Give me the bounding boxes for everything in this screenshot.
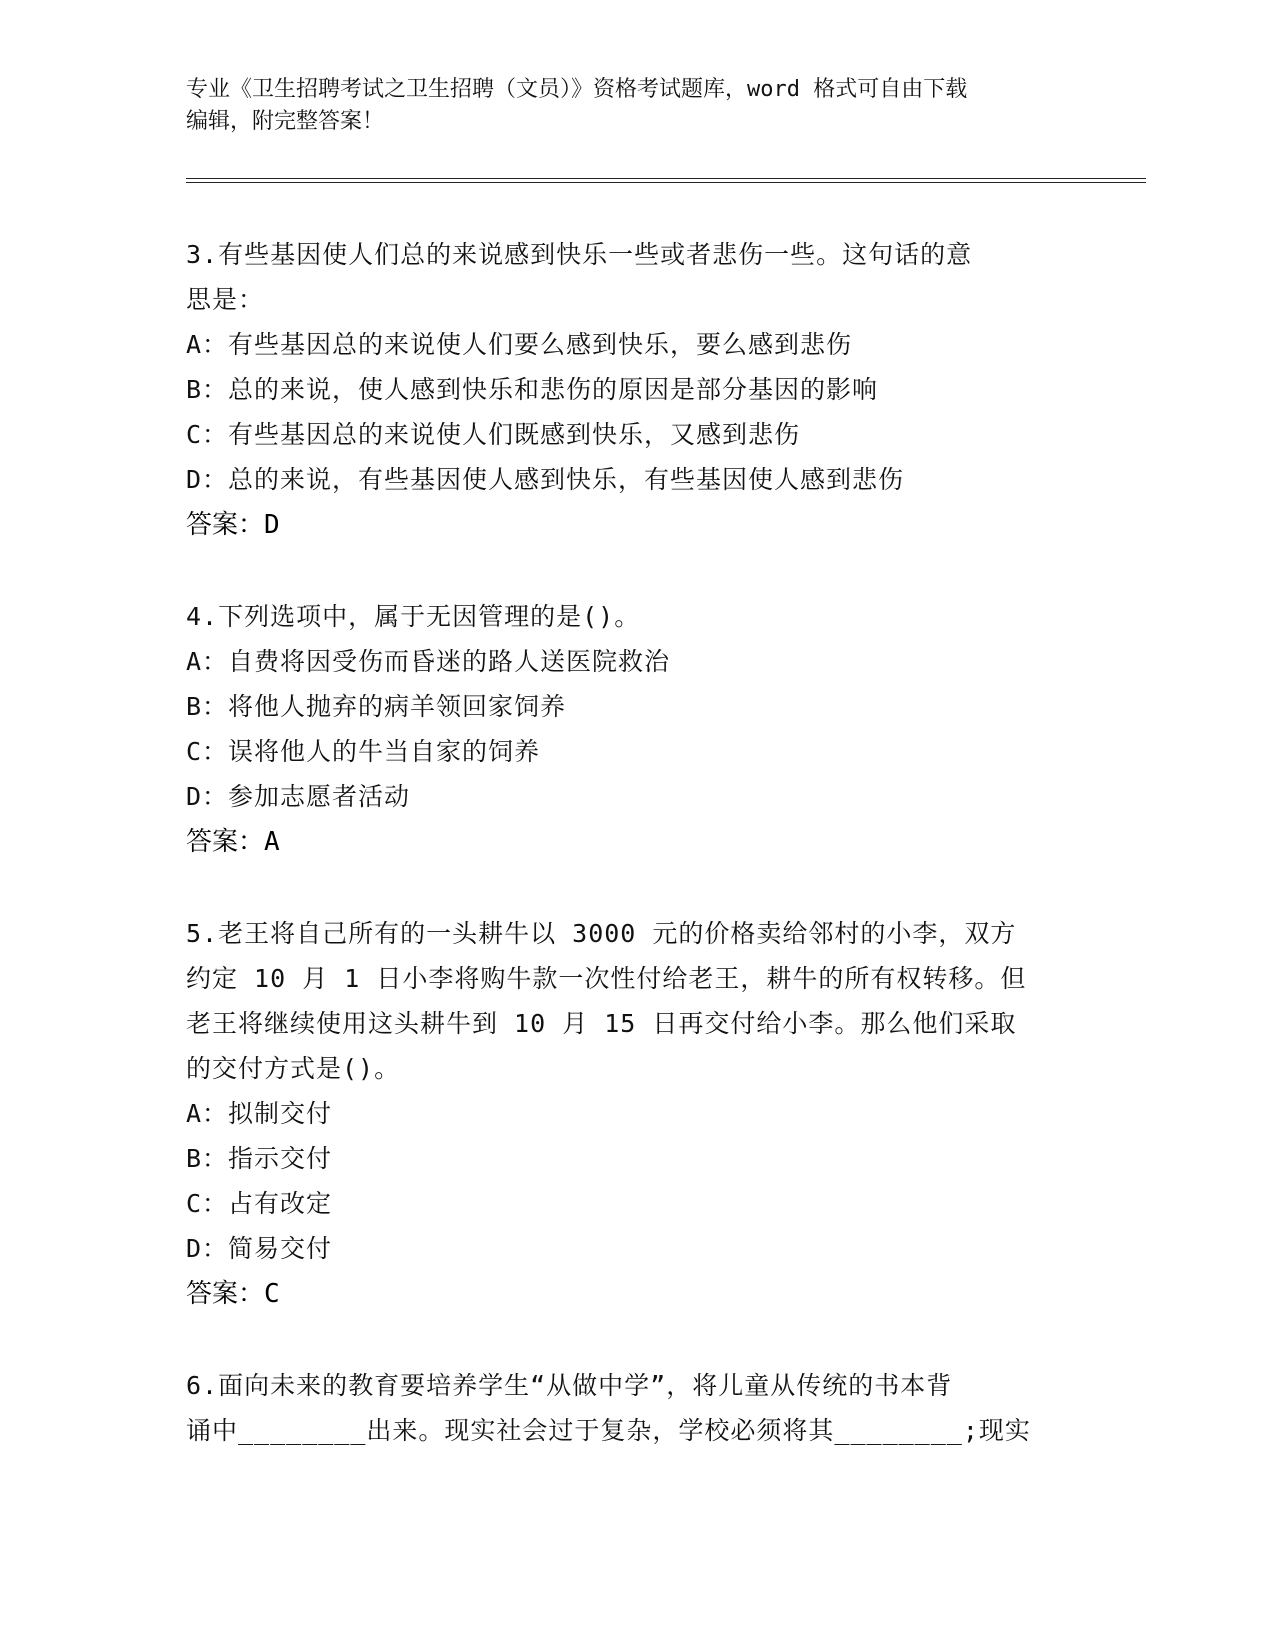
answer-line	[186, 502, 1066, 548]
question-stem-line: 诵中________出来。现实社会过于复杂，学校必须将其________;现实	[186, 1416, 1031, 1445]
answer-label: 答案：	[186, 510, 265, 540]
question-stem-line: 5.老王将自己所有的一头耕牛以 3000 元的价格卖给邻村的小李，双方	[186, 919, 1017, 948]
question-stem-line: 老王将继续使用这头耕牛到 10 月 15 日再交付给小李。那么他们采取	[186, 1009, 1017, 1038]
header-line-2: 编辑，附完整答案！	[186, 109, 385, 134]
question-stem-line: 3.有些基因使人们总的来说感到快乐一些或者悲伤一些。这句话的意	[186, 240, 973, 269]
answer-label: 答案：	[186, 1279, 265, 1309]
question-stem-line: 4.下列选项中，属于无因管理的是()。	[186, 602, 641, 631]
answer-line	[186, 1271, 1066, 1317]
question-5	[186, 911, 1066, 1317]
answer-value: D	[264, 510, 280, 540]
question-4	[186, 594, 1066, 865]
option-b: B：将他人抛弃的病羊领回家饲养	[186, 692, 567, 721]
header-line-1: 专业《卫生招聘考试之卫生招聘（文员）》资格考试题库，word 格式可自由下载	[186, 77, 968, 102]
option-d: D：简易交付	[186, 1234, 333, 1263]
question-3	[186, 232, 1066, 548]
question-list	[186, 232, 1066, 1499]
answer-value: C	[264, 1279, 280, 1309]
header-divider-top	[186, 178, 1146, 179]
option-d: D：参加志愿者活动	[186, 782, 411, 811]
option-b: B：指示交付	[186, 1144, 333, 1173]
answer-value: A	[264, 827, 280, 857]
answer-label: 答案：	[186, 827, 265, 857]
option-c: C：占有改定	[186, 1189, 333, 1218]
option-a: A：拟制交付	[186, 1099, 333, 1128]
question-stem-line: 思是：	[186, 285, 265, 314]
option-a: A：自费将因受伤而昏迷的路人送医院救治	[186, 647, 671, 676]
question-stem-line: 约定 10 月 1 日小李将购牛款一次性付给老王，耕牛的所有权转移。但	[186, 964, 1027, 993]
option-d: D：总的来说，有些基因使人感到快乐，有些基因使人感到悲伤	[186, 465, 905, 494]
question-6	[186, 1363, 1066, 1453]
question-stem-line: 的交付方式是()。	[186, 1054, 401, 1083]
option-c: C：误将他人的牛当自家的饲养	[186, 737, 541, 766]
question-stem-line: 6.面向未来的教育要培养学生“从做中学”，将儿童从传统的书本背	[186, 1371, 953, 1400]
answer-line	[186, 819, 1066, 865]
header-divider-bottom	[186, 182, 1146, 183]
option-a: A：有些基因总的来说使人们要么感到快乐，要么感到悲伤	[186, 330, 853, 359]
option-c: C：有些基因总的来说使人们既感到快乐，又感到悲伤	[186, 420, 801, 449]
document-header	[186, 74, 1086, 138]
option-b: B：总的来说，使人感到快乐和悲伤的原因是部分基因的影响	[186, 375, 879, 404]
